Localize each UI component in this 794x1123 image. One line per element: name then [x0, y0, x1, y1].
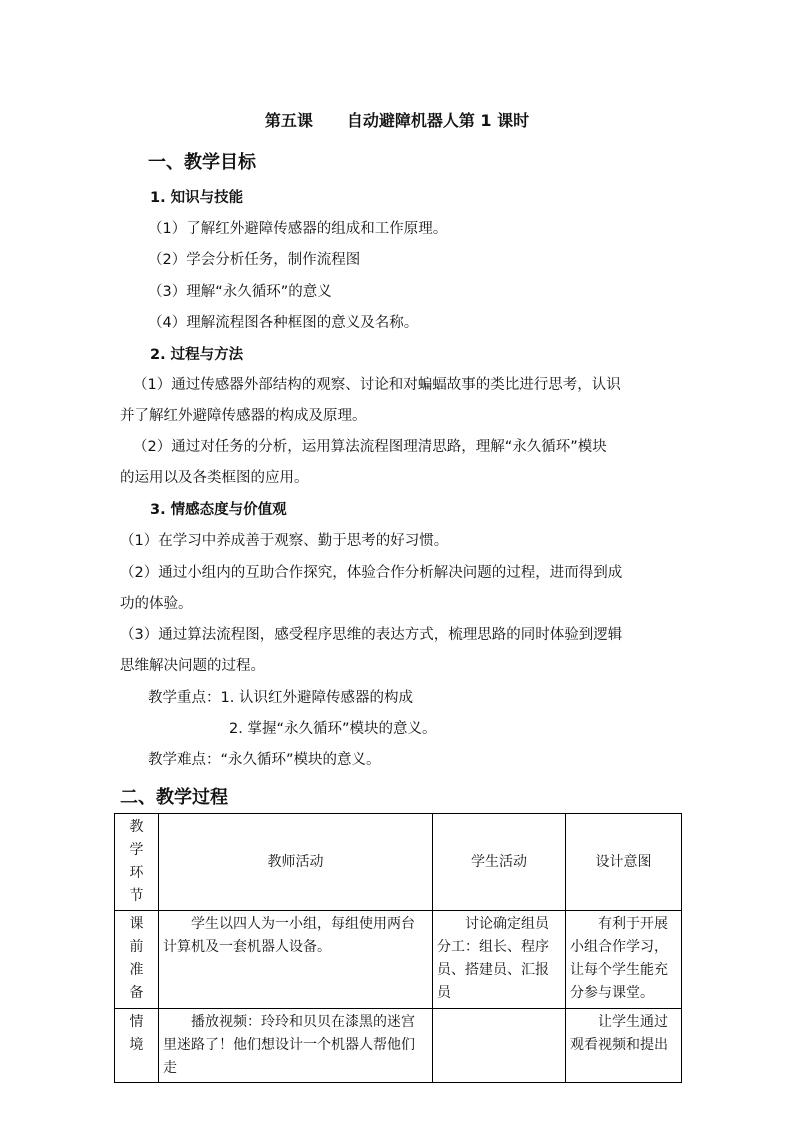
- table-cell-stage: 课前准备: [115, 911, 159, 1009]
- title-lesson: 第五课: [264, 111, 313, 130]
- key-points-line2: 2. 掌握“永久循环”模块的意义。: [229, 721, 437, 737]
- sub2-para2-line2: 的运用以及各类框图的应用。: [120, 470, 309, 486]
- table-header-cell: 设计意图: [566, 814, 682, 911]
- sub1-item-4: （4）理解流程图各种框图的意义及名称。: [148, 315, 419, 331]
- table-header-cell: 学生活动: [433, 814, 566, 911]
- page-title: [0, 108, 794, 131]
- title-topic: 自动避障机器人第 1 课时: [346, 111, 530, 130]
- table-header-cell: 教师活动: [159, 814, 433, 911]
- sub3-para1: （1）在学习中养成善于观察、勤于思考的好习惯。: [120, 533, 449, 549]
- table-cell-student: [433, 1009, 566, 1083]
- table-header-row: [115, 814, 682, 911]
- table-cell-stage: 情境: [115, 1009, 159, 1083]
- table-cell-student: 讨论确定组员分工：组长、程序员、搭建员、汇报员: [433, 911, 566, 1009]
- sub2-para1-line2: 并了解红外避障传感器的构成及原理。: [120, 408, 367, 424]
- sub3-para3-line2: 思维解决问题的过程。: [120, 658, 265, 674]
- table-row: [115, 911, 682, 1009]
- sub2-para2-line1: （2）通过对任务的分析，运用算法流程图理清思路，理解“永久循环”模块: [133, 439, 607, 455]
- table-cell-teacher: 学生以四人为一小组，每组使用两台计算机及一套机器人设备。: [159, 911, 433, 1009]
- section1-heading: 一、教学目标: [148, 152, 256, 173]
- sub2-heading: 2. 过程与方法: [150, 347, 244, 363]
- teaching-process-table: [114, 813, 682, 1083]
- table-header-cell: 教学环节: [115, 814, 159, 911]
- sub1-item-1: （1）了解红外避障传感器的组成和工作原理。: [148, 221, 448, 237]
- sub2-para1-line1: （1）通过传感器外部结构的观察、讨论和对蝙蝠故事的类比进行思考，认识: [133, 377, 621, 393]
- table-row: [115, 1009, 682, 1083]
- table-cell-teacher: 播放视频：玲玲和贝贝在漆黑的迷宫里迷路了！他们想设计一个机器人帮他们走: [159, 1009, 433, 1083]
- sub3-para2-line2: 功的体验。: [120, 596, 193, 612]
- sub3-heading: 3. 情感态度与价值观: [150, 502, 287, 518]
- sub3-para3-line1: （3）通过算法流程图，感受程序思维的表达方式，梳理思路的同时体验到逻辑: [120, 627, 623, 643]
- section2-heading: 二、教学过程: [120, 787, 228, 808]
- sub1-heading: 1. 知识与技能: [150, 190, 244, 206]
- key-points-line1: 教学重点：1. 认识红外避障传感器的构成: [148, 690, 413, 706]
- table-cell-intent: 有利于开展小组合作学习，让每个学生能充分参与课堂。: [566, 911, 682, 1009]
- sub1-item-2: （2）学会分析任务，制作流程图: [148, 252, 361, 268]
- sub3-para2-line1: （2）通过小组内的互助合作探究，体验合作分析解决问题的过程，进而得到成: [120, 565, 623, 581]
- sub1-item-3: （3）理解“永久循环”的意义: [148, 284, 332, 300]
- difficulty-point: 教学难点：“永久循环”模块的意义。: [148, 752, 381, 768]
- table-cell-intent: 让学生通过观看视频和提出: [566, 1009, 682, 1083]
